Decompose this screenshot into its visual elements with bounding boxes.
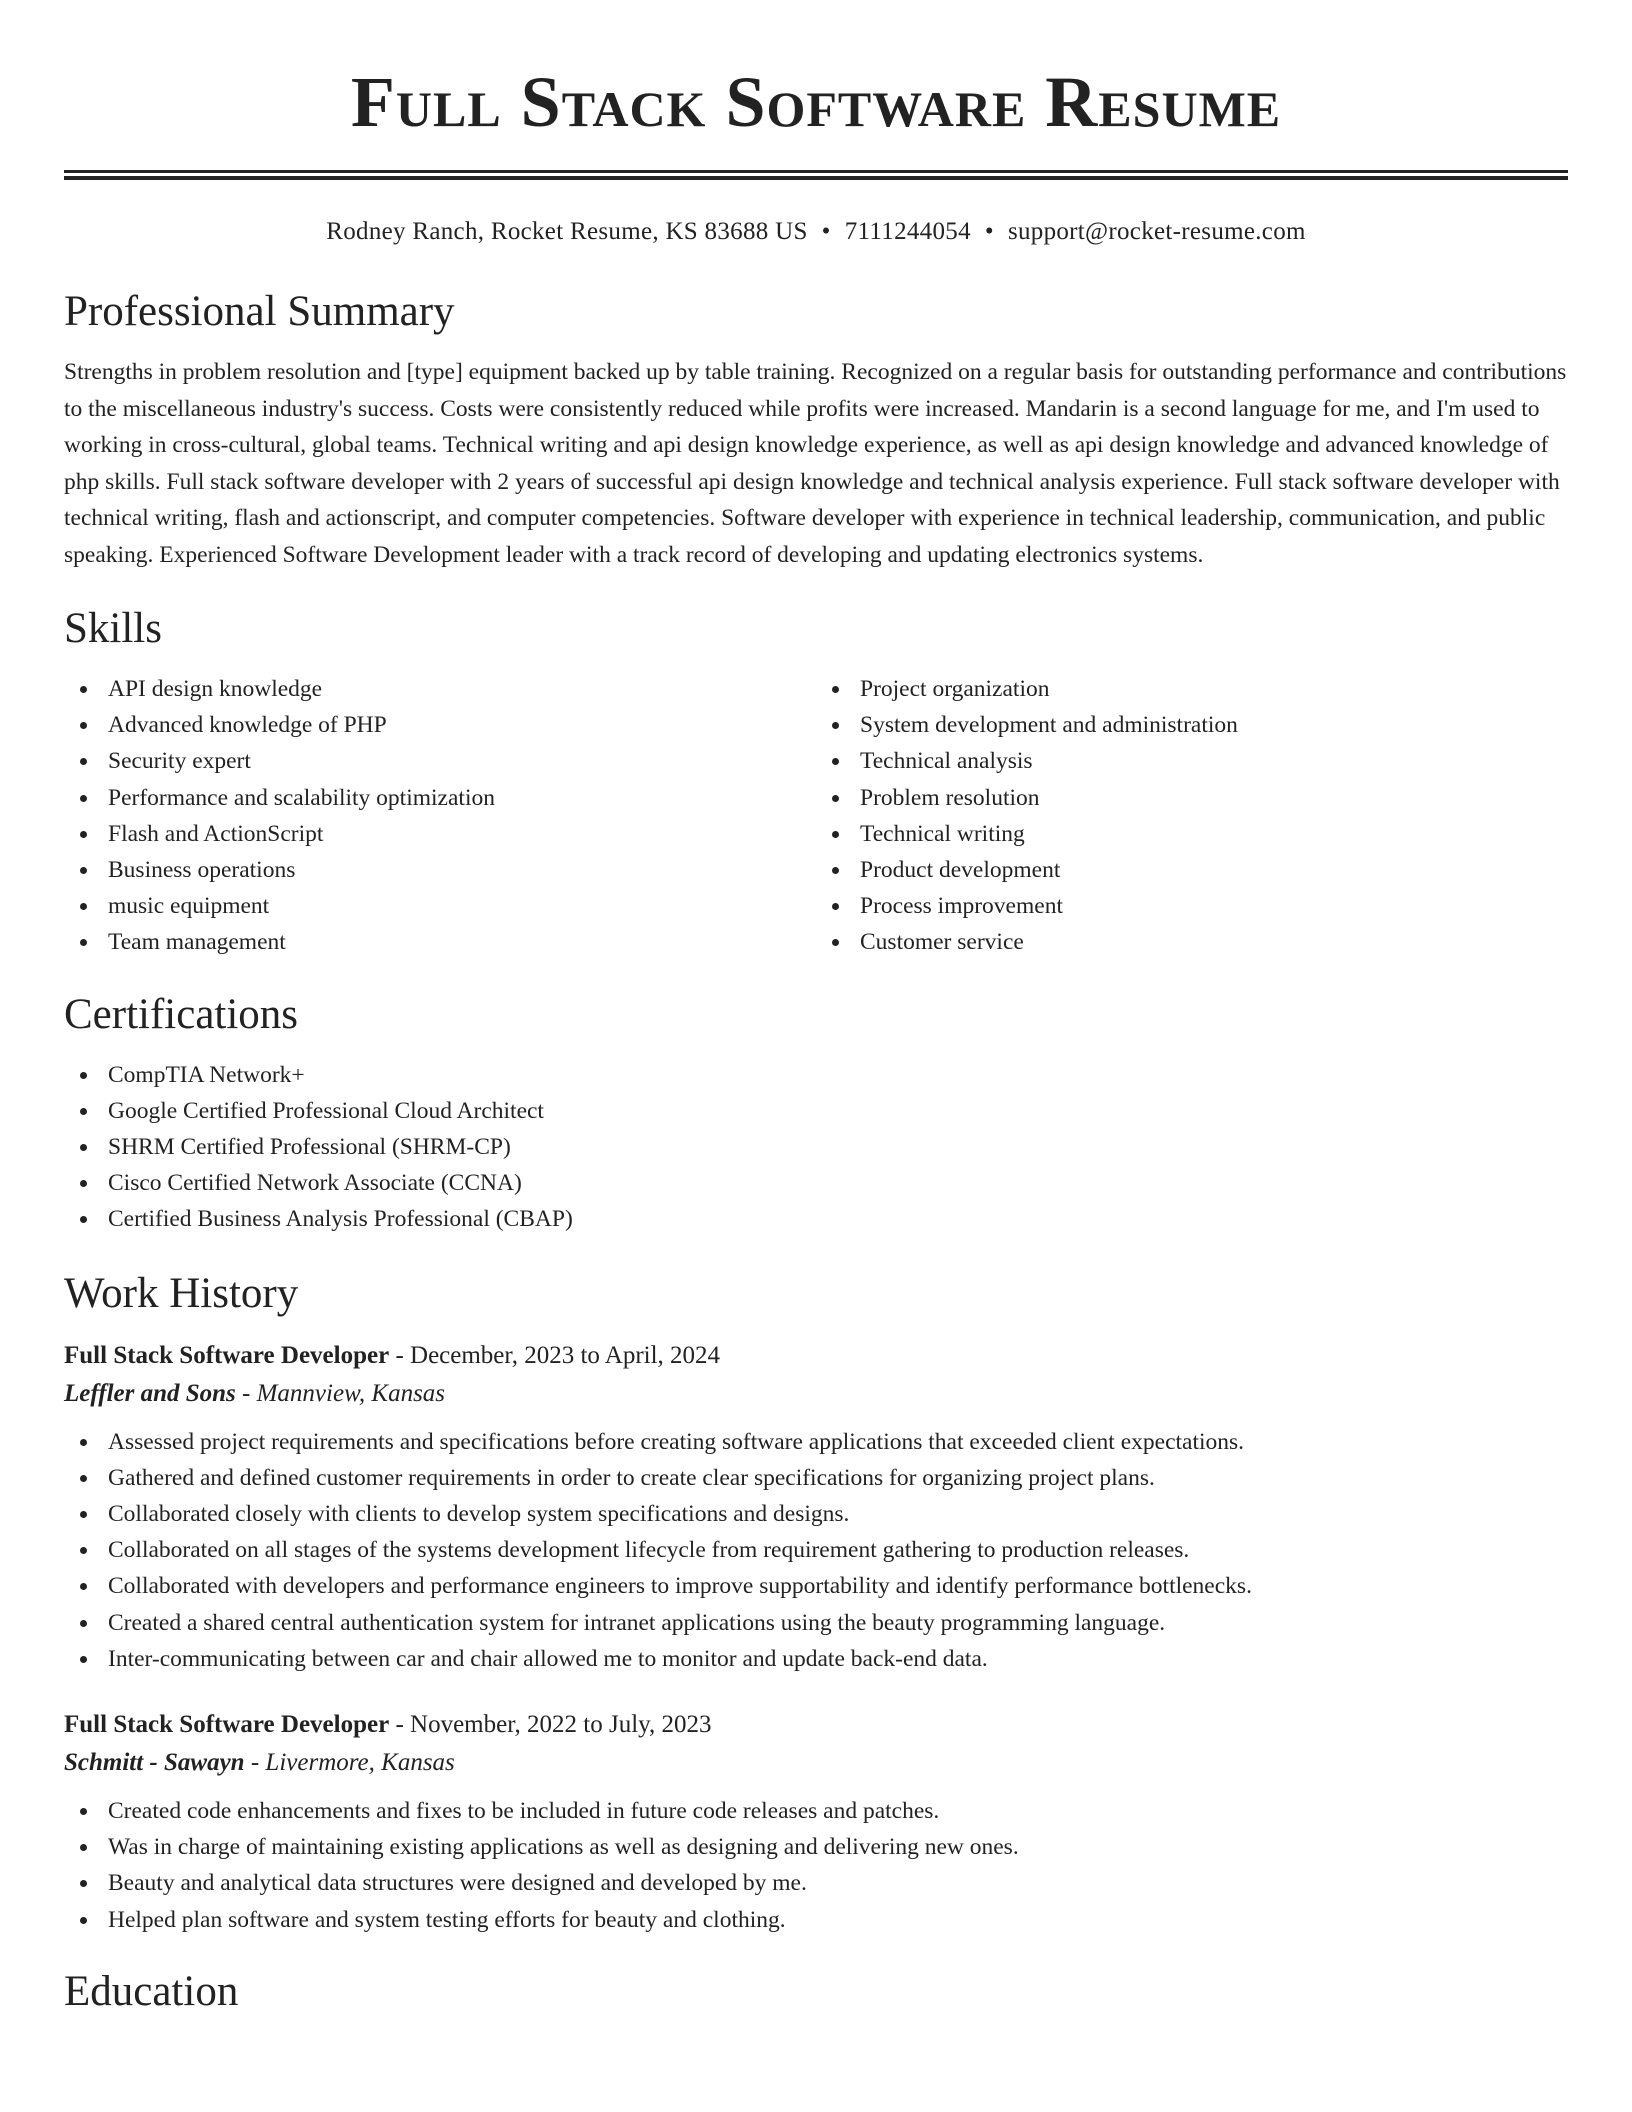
skill-item: Product development (816, 852, 1568, 888)
skill-item: System development and administration (816, 707, 1568, 743)
job-bullet: Assessed project requirements and specifications before creating software applications that exceeded client expectations. (64, 1424, 1568, 1460)
skill-item: Security expert (64, 743, 816, 779)
title-divider (64, 170, 1568, 180)
skill-item: Problem resolution (816, 780, 1568, 816)
certifications-list (64, 1057, 1568, 1238)
skill-item: Advanced knowledge of PHP (64, 707, 816, 743)
certification-item: Google Certified Professional Cloud Architect (64, 1093, 1568, 1129)
job-location: - Mannview, Kansas (235, 1379, 446, 1407)
summary-heading: Professional Summary (64, 288, 455, 335)
job-bullet: Helped plan software and system testing efforts for beauty and clothing. (64, 1902, 1568, 1938)
certification-item: Cisco Certified Network Associate (CCNA) (64, 1165, 1568, 1201)
contact-separator: • (821, 218, 831, 245)
job-dates: - December, 2023 to April, 2024 (389, 1341, 721, 1369)
job-title-line (64, 1338, 1568, 1374)
skill-item: Customer service (816, 924, 1568, 960)
job-bullet: Beauty and analytical data structures were designed and developed by me. (64, 1865, 1568, 1901)
skills-list-right (816, 671, 1568, 961)
skill-item: music equipment (64, 888, 816, 924)
contact-separator: • (984, 218, 994, 245)
job-bullet: Gathered and defined customer requirements in order to create clear specifications for organizing project plans. (64, 1460, 1568, 1496)
skill-item: Technical analysis (816, 743, 1568, 779)
job-company: Schmitt - Sawayn (64, 1749, 245, 1777)
skill-item: Technical writing (816, 816, 1568, 852)
summary-text: Strengths in problem resolution and [type] equipment backed up by table training. Recognized on a regular basis for outstanding performance and contributions to the miscellaneous industry's success. Costs were consistently reduced while profits were increased. Mandarin is a second language for me, and I'm used to working in cross-cultural, global teams. Technical writing and api design knowledge experience, as well as api design knowledge and advanced knowledge of php skills. Full stack software developer with 2 years of successful api design knowledge and technical analysis experience. Full stack software developer with technical writing, flash and actionscript, and computer competencies. Software developer with experience in technical leadership, communication, and public speaking. Experienced Software Development leader with a track record of developing and updating electronics systems. (64, 359, 1567, 568)
skills-column-left (64, 671, 816, 961)
skills-grid (64, 671, 1568, 961)
job-dates: - November, 2022 to July, 2023 (389, 1711, 712, 1739)
skills-list-left (64, 671, 816, 961)
job-bullet: Collaborated with developers and performance engineers to improve supportability and identify performance bottlenecks. (64, 1568, 1568, 1604)
job-location: - Livermore, Kansas (244, 1749, 455, 1777)
skill-item: Business operations (64, 852, 816, 888)
skill-item: Performance and scalability optimization (64, 780, 816, 816)
job-bullets (64, 1424, 1568, 1677)
skill-item: Project organization (816, 671, 1568, 707)
job-bullet: Created a shared central authentication system for intranet applications using the beauty programming language. (64, 1605, 1568, 1641)
job-bullet: Was in charge of maintaining existing applications as well as designing and delivering new ones. (64, 1829, 1568, 1865)
job-bullet: Inter-communicating between car and chair allowed me to monitor and update back-end data. (64, 1641, 1568, 1677)
skills-column-right (816, 671, 1568, 961)
certifications-heading: Certifications (64, 990, 299, 1038)
certification-item: SHRM Certified Professional (SHRM-CP) (64, 1129, 1568, 1165)
job-title: Full Stack Software Developer (64, 1341, 390, 1369)
contact-line (64, 216, 1568, 248)
job-bullet: Created code enhancements and fixes to be included in future code releases and patches. (64, 1793, 1568, 1829)
skills-heading: Skills (64, 605, 162, 652)
job-title: Full Stack Software Developer (64, 1711, 390, 1739)
skill-item: Process improvement (816, 888, 1568, 924)
education-heading: Education (64, 1967, 239, 2015)
certification-item: CompTIA Network+ (64, 1057, 1568, 1093)
job-bullet: Collaborated closely with clients to develop system specifications and designs. (64, 1496, 1568, 1532)
job-entry (64, 1338, 1568, 1677)
contact-email[interactable]: support@rocket-resume.com (1007, 218, 1306, 245)
job-entry (64, 1707, 1568, 1938)
contact-address: Rodney Ranch, Rocket Resume, KS 83688 US (326, 218, 808, 245)
job-company-line (64, 1374, 1568, 1414)
certification-item: Certified Business Analysis Professional (CBAP) (64, 1201, 1568, 1237)
job-bullet: Collaborated on all stages of the systems development lifecycle from requirement gathering to production releases. (64, 1532, 1568, 1568)
resume-title: Full Stack Software Resume (350, 62, 1282, 142)
work-history-heading: Work History (64, 1269, 299, 1317)
job-spacer (64, 1677, 1568, 1707)
job-company-line (64, 1743, 1568, 1783)
skill-item: API design knowledge (64, 671, 816, 707)
contact-phone: 7111244054 (844, 218, 971, 245)
job-bullets (64, 1793, 1568, 1938)
job-title-line (64, 1707, 1568, 1743)
skill-item: Flash and ActionScript (64, 816, 816, 852)
job-company: Leffler and Sons (64, 1379, 236, 1407)
skill-item: Team management (64, 924, 816, 960)
